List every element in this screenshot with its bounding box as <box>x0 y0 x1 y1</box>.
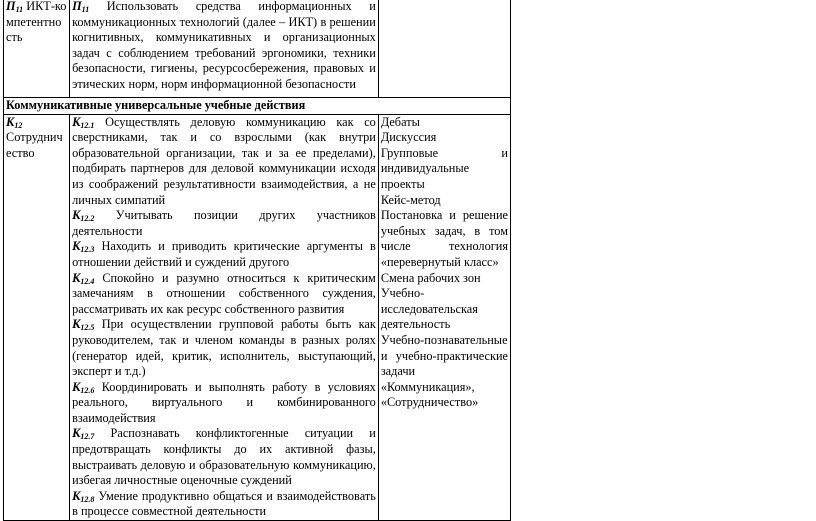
item-text: Умение продуктивно общаться и взаимодействовать в процессе совместной деятельности <box>72 488 376 519</box>
competency-code-cell <box>4 0 70 98</box>
competency-table <box>3 0 511 521</box>
item-code: $К_{12.1}$ <box>72 114 95 130</box>
list-item <box>72 426 376 488</box>
section-title: Коммуникативные универсальные учебные действия <box>4 98 511 115</box>
method-item: Постановка и решение учебных задач, в том числе технология «перевернутый класс» <box>380 208 508 269</box>
item-code: $К_{12.8}$ <box>72 488 95 504</box>
competency-items-cell <box>70 114 379 520</box>
item-code: $К_{12.3}$ <box>72 239 95 255</box>
list-item <box>72 239 376 270</box>
competency-label: ИКТ-компетентность <box>6 0 67 45</box>
item-code: $К_{12.4}$ <box>72 270 95 286</box>
methods-cell <box>378 114 510 520</box>
description-code: $П_{11}$ <box>72 0 90 14</box>
methods-list <box>381 115 508 411</box>
method-item: Учебно-исследовательская деятельность <box>380 286 478 332</box>
list-item <box>72 271 376 318</box>
competency-items-list <box>72 115 376 520</box>
table-row <box>4 0 511 98</box>
method-item: Смена рабочих зон <box>380 270 481 285</box>
list-item <box>72 317 376 379</box>
table-row <box>4 114 511 520</box>
list-item <box>72 489 376 520</box>
item-text: Находить и приводить критические аргументы в отношении действий и суждений другого <box>72 239 376 269</box>
item-text: При осуществлении групповой работы быть как руководителем, так и членом команды в разных ролях (генератор идей, критик, исполнитель, выступающий, эксперт и т.д.) <box>72 317 376 379</box>
description-text: Использовать средства информационных и коммуникационных технологий (далее – ИКТ) в решении когнитивных, коммуникативных и организационных задач с соблюдением требований эргономики, техники безопасности, гигиены, ресурсосбережения, правовых и этических норм, норм информационной безопасности <box>72 0 376 91</box>
list-item <box>72 380 376 427</box>
item-code: $К_{12.2}$ <box>72 208 95 224</box>
item-text: Спокойно и разумно относиться к критическим замечаниям в отношении собственного суждения, рассматривать их как ресурс собственного развития <box>72 270 376 316</box>
methods-cell <box>378 0 510 98</box>
item-text: Распознавать конфликтогенные ситуации и предотвращать конфликты до их активной фазы, выстраивать деловую и образовательную коммуникацию, избегая личностные оценочные суждений <box>72 426 376 488</box>
item-text: Учитывать позиции других участников деятельности <box>72 208 376 238</box>
method-item: Дебаты <box>380 114 420 129</box>
section-header-row <box>4 98 511 115</box>
method-item: Учебно-познавательные и учебно-практические задачи «Коммуникация», «Сотрудничество» <box>380 332 508 410</box>
item-code: $К_{12.5}$ <box>72 317 95 333</box>
competency-label: Сотрудничество <box>6 130 63 160</box>
item-text: Координировать и выполнять работу в условиях реального, виртуального и комбинированного взаимодействия <box>72 379 376 425</box>
method-item: Групповые и индивидуальные проекты <box>380 145 508 191</box>
competency-code: $К_{12}$ <box>6 114 23 130</box>
competency-description-cell <box>70 0 379 98</box>
competency-code: $П_{11}$ <box>6 0 24 14</box>
item-code: $К_{12.7}$ <box>72 426 95 442</box>
method-item: Кейс-метод <box>380 192 441 207</box>
item-text: Осуществлять деловую коммуникацию как со сверстниками, так и со взрослыми (как внутри образовательной организации, так и за ее пределами), подбирать партнеров для деловой коммуникации исходя из соображений результативности взаимодействия, а не личных симпатий <box>72 114 376 207</box>
competency-code-cell <box>4 114 70 520</box>
method-item: Дискуссия <box>380 130 437 145</box>
list-item <box>72 115 376 209</box>
list-item <box>72 208 376 239</box>
item-code: $К_{12.6}$ <box>72 379 95 395</box>
